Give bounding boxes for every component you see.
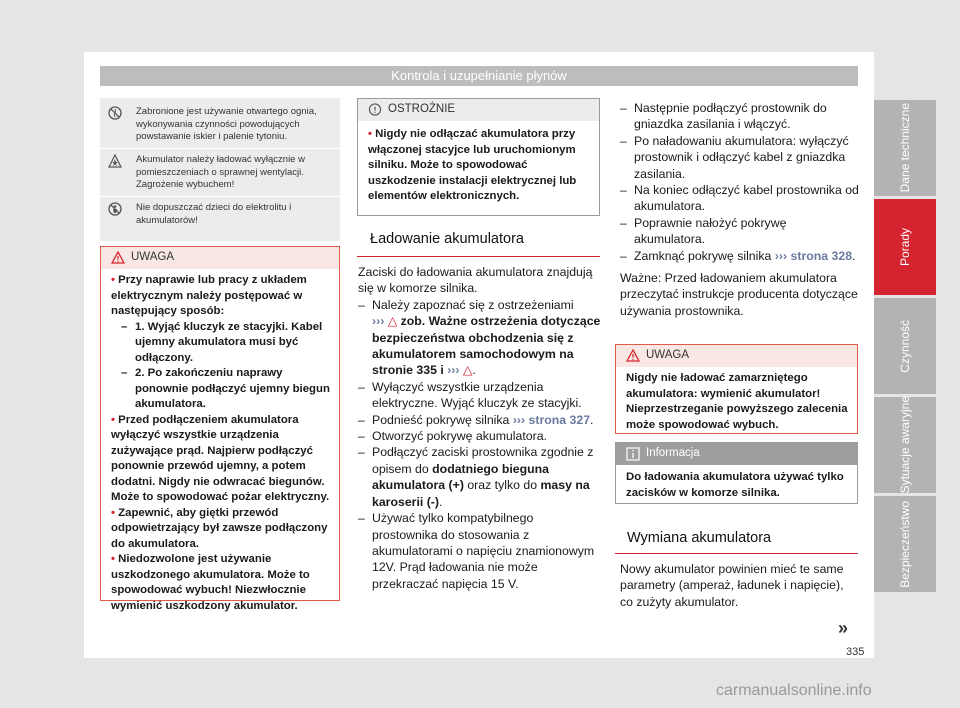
ref-arrow-icon: ››› [372, 314, 385, 329]
warning-text: Zabronione jest używanie otwartego ognia, wykonywania czynności powodujących powstawanie iskier i palenie tytoniu. [136, 106, 317, 142]
ref-arrow-icon: ››› [512, 412, 526, 427]
ostroznie-box [357, 98, 600, 216]
bullet-item: • Przed podłączeniem akumulatora wyłączyć wszystkie urządzenia zużywające prąd. Najpierw podłączyć ponownie przewód ujemny, a potem dodatni. Nigdy nie odwracać biegunów. Może to spowodować pożar elektryczny. [111, 413, 330, 503]
warning-triangle-icon: △ [462, 363, 473, 378]
section-underline [615, 553, 858, 554]
list-item: – Wyłączyć wszystkie urządzenia elektryczne. Wyjąć kluczyk ze stacyjki. [358, 379, 582, 411]
page-number: 335 [846, 646, 865, 658]
uwaga-content [111, 273, 335, 614]
bullet-icon: • [111, 506, 119, 519]
page-link[interactable]: strona 328 [790, 248, 853, 263]
bullet-item: • Zapewnić, aby giętki przewód odpowietrzający był zawsze podłączony do akumulatora. [111, 506, 328, 550]
ref-arrow-icon: ››› [447, 363, 460, 378]
info-icon [626, 447, 640, 461]
list-item: – Należy zapoznać się z ostrzeżeniami ››› △ zob. Ważne ostrzeżenia dotyczące bezpieczeństwa obchodzenia się z akumulatorem samochodowym na stronie 335 i ››› △. [358, 297, 601, 378]
bullet-icon: • [368, 128, 376, 140]
uwaga-label: UWAGA [131, 251, 175, 263]
explosion-triangle-icon [108, 154, 122, 168]
info-box [615, 442, 858, 504]
warning-triangle-icon [111, 251, 125, 264]
page-header: Kontrola i uzupełnianie płynów [100, 66, 858, 86]
list-item: – Podłączyć zaciski prostownika zgodnie z opisem do dodatniego bieguna akumulatora (+) oraz tylko do masy na karoserii (-). [358, 445, 594, 509]
ostroznie-label: OSTROŻNIE [388, 103, 456, 115]
uwaga-label: UWAGA [646, 349, 690, 361]
bullet-icon: • [111, 274, 119, 286]
bullet-item: • Przy naprawie lub pracy z układem elektrycznym należy postępować w następujący sposób: [111, 274, 307, 317]
section-title-wymiana: Wymiana akumulatora [627, 530, 772, 546]
no-flame-icon [108, 106, 122, 120]
info-circle-icon [368, 103, 382, 116]
ostroznie-header [358, 99, 599, 121]
info-content: Do ładowania akumulatora używać tylko zacisków w komorze silnika. [626, 471, 844, 499]
list-item: – Zamknąć pokrywę silnika ››› strona 328. [620, 248, 856, 263]
warning-text: Akumulator należy ładować wyłącznie w pomieszczeniach o sprawnej wentylacji. Zagrożenie wybuchem! [136, 154, 305, 190]
uwaga-box-1 [100, 246, 340, 612]
uwaga-content: Nigdy nie ładować zamarzniętego akumulatora: wymienić akumulator! Nieprzestrzeganie powyższego zalecenia może spowodować wybuch. [626, 372, 848, 431]
warning-text: Nie dopuszczać dzieci do elektrolitu i akumulatorów! [136, 202, 292, 226]
intro-paragraph: Zaciski do ładowania akumulatora znajdują się w komorze silnika. [358, 265, 593, 296]
sub-item: – 2. Po zakończeniu naprawy ponownie podłączyć ujemny biegun akumulatora. [121, 367, 330, 410]
list-item: – Podnieść pokrywę silnika ››› strona 327. [358, 412, 594, 427]
list-item: – Na koniec odłączyć kabel prostownika od akumulatora. [620, 183, 859, 214]
section-underline [357, 256, 600, 257]
uwaga-header [101, 247, 339, 269]
tab-dane-techniczne[interactable]: Dane techniczne [874, 100, 936, 196]
section1-column-continued [620, 100, 860, 319]
section2-paragraph: Nowy akumulator powinien mieć te same parametry (amperaż, ładunek i napięcie), co zużyty akumulator. [620, 562, 844, 609]
warning-symbols-box [100, 98, 340, 241]
warning-triangle-icon [626, 349, 640, 362]
note-paragraph: Ważne: Przed ładowaniem akumulatora przeczytać instrukcje producenta dotyczące używania prostownika. [620, 271, 858, 318]
list-item: – Po naładowaniu akumulatora: wyłączyć prostownik i odłączyć kabel z gniazdka zasilania. [620, 133, 849, 181]
watermark: carmanualsonline.info [716, 682, 872, 699]
section-title-ladowanie: Ładowanie akumulatora [370, 231, 524, 247]
no-children-icon [108, 202, 122, 216]
page-link[interactable]: strona 327 [528, 412, 591, 427]
tab-porady[interactable]: Porady [874, 199, 936, 295]
list-item: – Poprawnie nałożyć pokrywę akumulatora. [620, 215, 787, 247]
divider [100, 148, 340, 149]
uwaga-box-2 [615, 344, 858, 434]
bullet-icon: • [111, 413, 119, 426]
bullet-item: • Niedozwolone jest używanie uszkodzonego akumulatora. Może to spowodować wybuch! Niezwłocznie wymienić uszkodzony akumulator. [111, 553, 310, 612]
divider [100, 196, 340, 197]
bullet-icon: • [111, 553, 119, 565]
tab-sytuacje-awaryjne[interactable]: Sytuacje awaryjne [874, 397, 936, 493]
sub-item: – 1. Wyjąć kluczyk ze stacyjki. Kabel ujemny akumulatora musi być odłączony. [121, 320, 323, 364]
section1-column [358, 264, 602, 592]
list-item: – Następnie podłączyć prostownik do gniazdka zasilania i włączyć. [620, 101, 827, 132]
ref-arrow-icon: ››› [774, 248, 788, 263]
info-label: Informacja [646, 447, 700, 459]
info-header [616, 443, 857, 465]
ostroznie-content: • Nigdy nie odłączać akumulatora przy włączonej stacyjce lub uruchomionym silniku. Może to spowodować uszkodzenie instalacji elektrycznej lub elementów elektronicznych. [368, 128, 577, 202]
continue-arrow-icon: » [838, 618, 849, 638]
tab-czynnosc[interactable]: Czynność [874, 298, 936, 394]
uwaga-header [616, 345, 857, 367]
reference-link[interactable]: zob. Ważne ostrzeżenia dotyczące bezpieczeństwa obchodzenia się z akumulatorem samochodowym na stronie 335 i [372, 314, 601, 378]
warning-triangle-icon: △ [387, 314, 398, 329]
list-item: – Używać tylko kompatybilnego prostownika do stosowania z akumulatorami o napięciu znamionowym 12V. Prąd ładowania nie może przekraczać napięcia 15 V. [358, 511, 595, 591]
list-item: – Otworzyć pokrywę akumulatora. [358, 429, 547, 444]
tab-bezpieczenstwo[interactable]: Bezpieczeństwo [874, 496, 936, 592]
